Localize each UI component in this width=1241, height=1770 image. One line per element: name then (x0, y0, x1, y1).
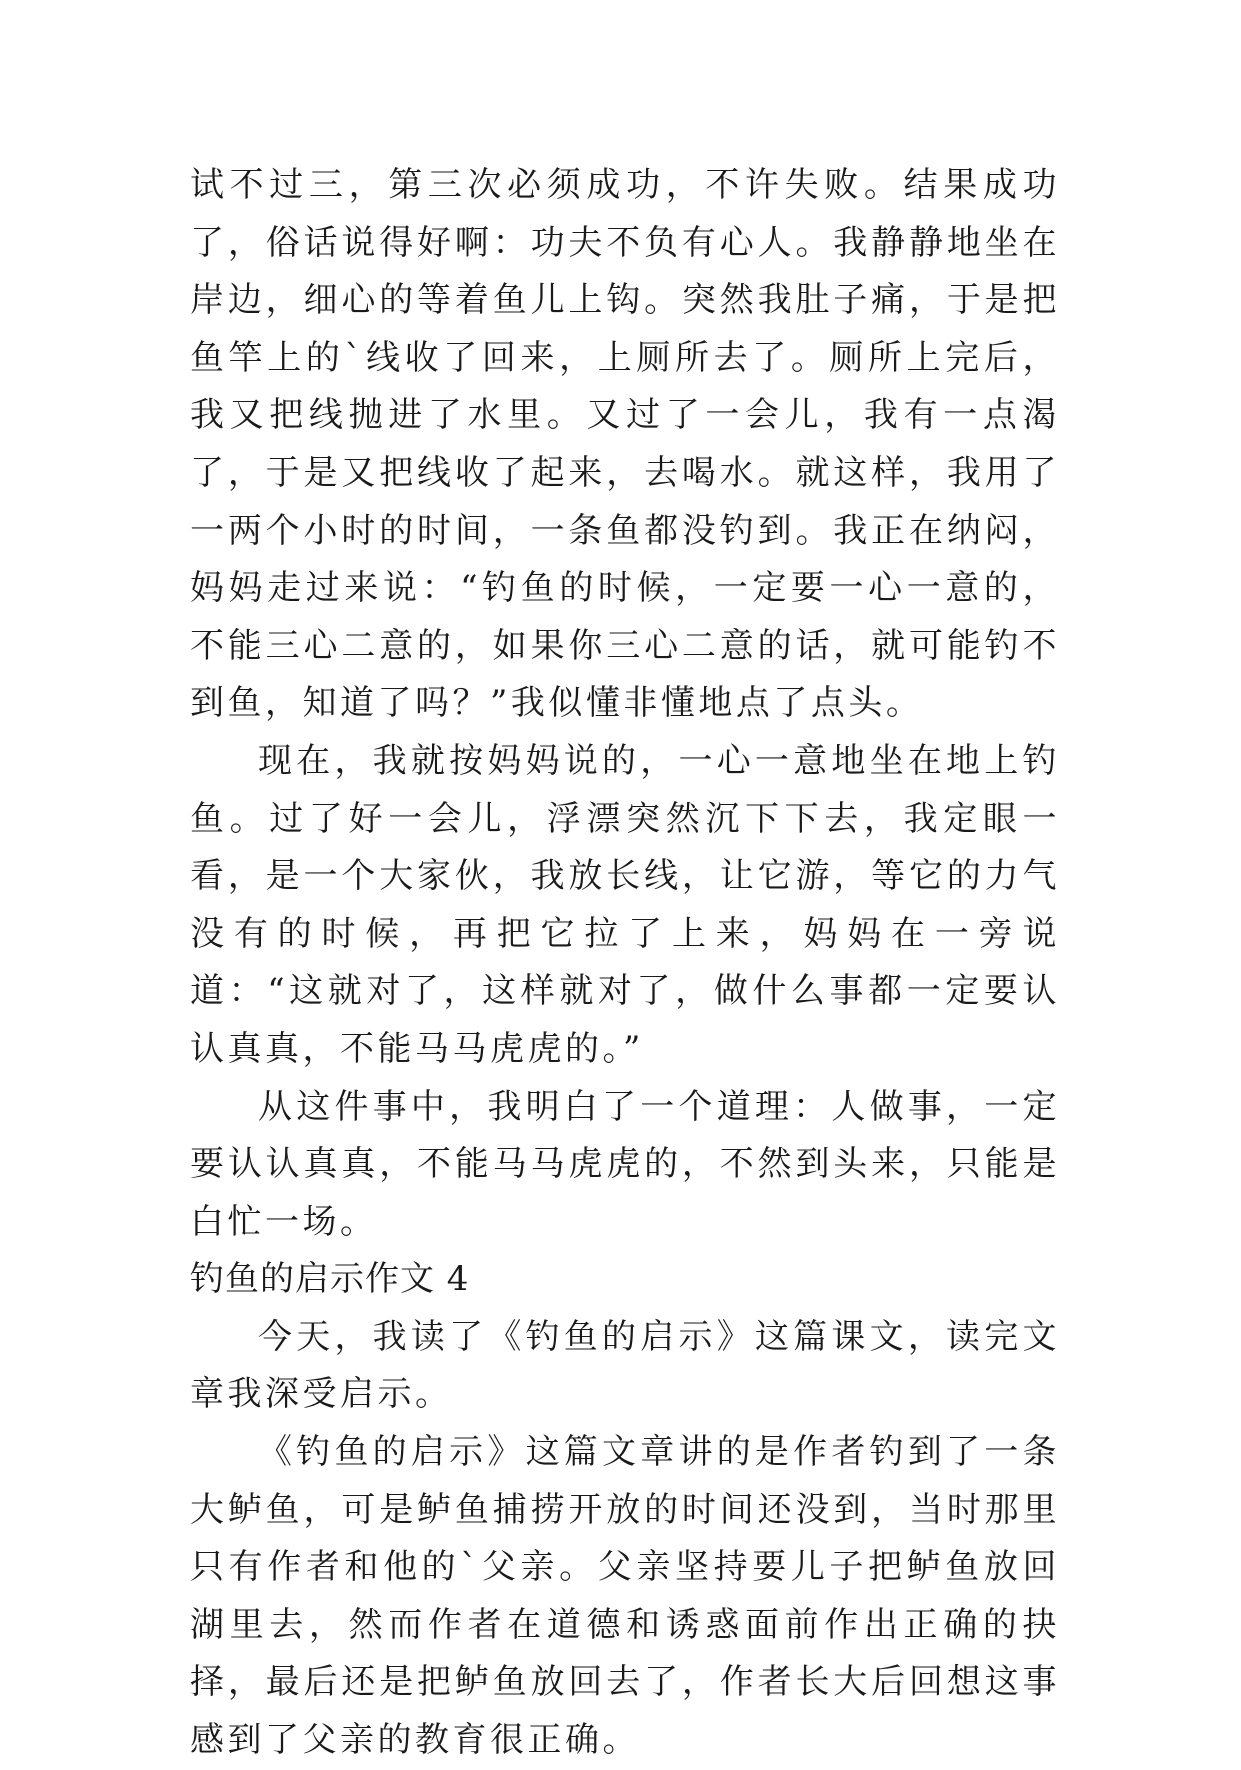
paragraph-5: 《钓鱼的启示》这篇文章讲的是作者钓到了一条大鲈鱼，可是鲈鱼捕捞开放的时间还没到，当时那里只有作者和他的`父亲。父亲坚持要儿子把鲈鱼放回湖里去，然而作者在道德和诱惑面前作出正确的抉择，最后还是把鲈鱼放回去了，作者长大后回想这事感到了父亲的教育很正确。 (190, 1432, 1060, 1761)
document-body (190, 157, 1060, 1770)
paragraph-1: 试不过三，第三次必须成功，不许失败。结果成功了，俗话说得好啊：功夫不负有心人。我静静地坐在岸边，细心的等着鱼儿上钩。突然我肚子痛，于是把鱼竿上的`线收了回来，上厕所去了。厕所上完后，我又把线抛进了水里。又过了一会儿，我有一点渴了，于是又把线收了起来，去喝水。就这样，我用了一两个小时的时间，一条鱼都没钓到。我正在纳闷，妈妈走过来说：“钓鱼的时候，一定要一心一意的，不能三心二意的，如果你三心二意的话，就可能钓不到鱼，知道了吗？”我似懂非懂地点了点头。 (190, 165, 1060, 724)
paragraph-2: 现在，我就按妈妈说的，一心一意地坐在地上钓鱼。过了好一会儿，浮漂突然沉下下去，我定眼一看，是一个大家伙，我放长线，让它游，等它的力气没有的时候，再把它拉了上来，妈妈在一旁说道：“这就对了，这样就对了，做什么事都一定要认认真真，不能马马虎虎的。” (190, 740, 1060, 1069)
section-heading: 钓鱼的启示作文 4 (190, 1259, 470, 1300)
paragraph-3: 从这件事中，我明白了一个道理：人做事，一定要认认真真，不能马马虎虎的，不然到头来，只能是白忙一场。 (190, 1086, 1060, 1242)
paragraph-4: 今天，我读了《钓鱼的启示》这篇课文，读完文章我深受启示。 (190, 1316, 1060, 1415)
